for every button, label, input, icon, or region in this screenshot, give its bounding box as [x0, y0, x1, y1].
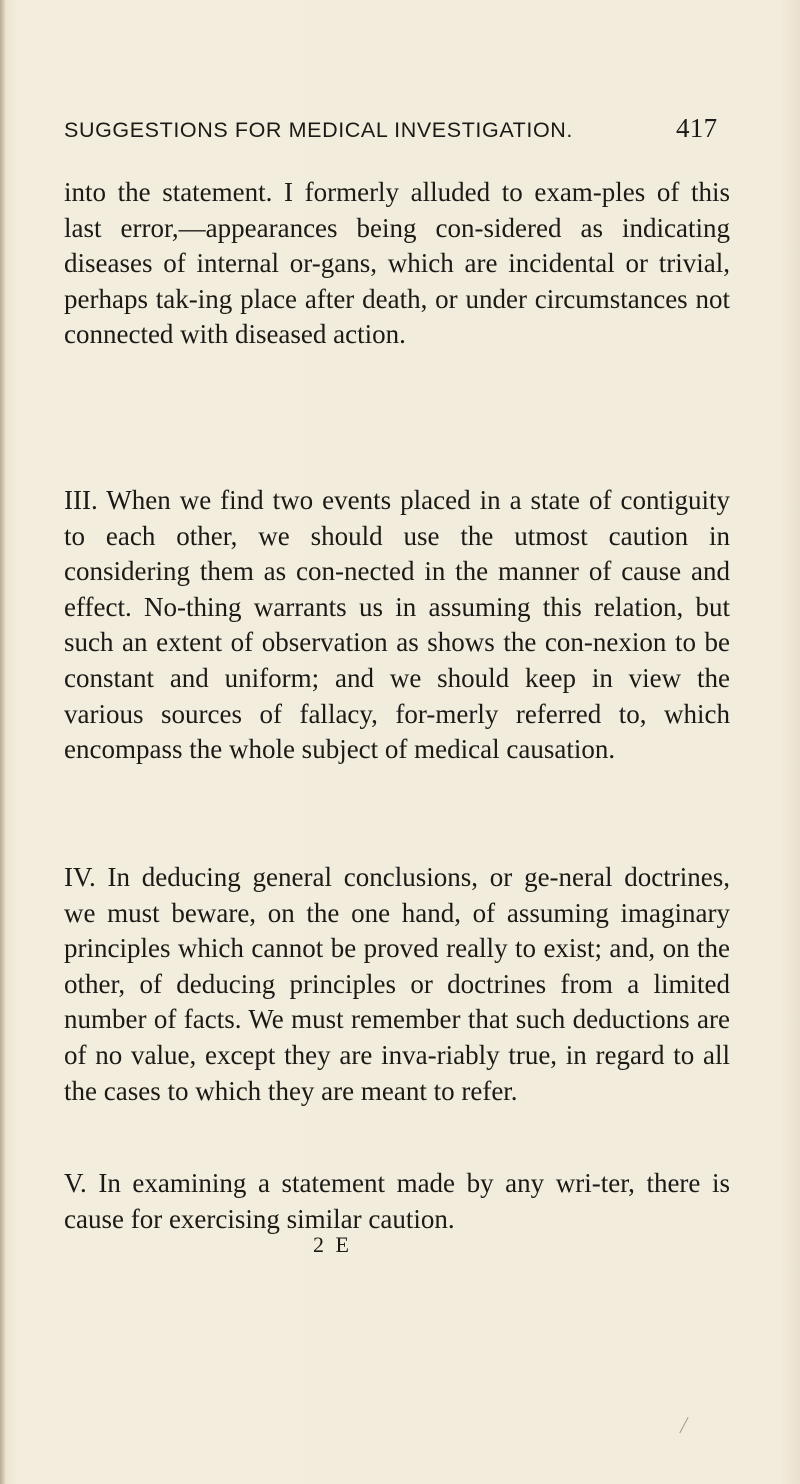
paragraph-section-iv: IV. In deducing general conclusions, or ge-neral doctrines, we must beware, on the one hand, of assuming imaginary principles which cannot be proved really to exist; and, on the other, of deducing principles or doctrines from a limited number of facts. We must remember that such deductions are of no value, except they are inva-riably true, in regard to all the cases to which they are meant to refer.	[64, 862, 730, 1106]
signature-mark: 2 E	[313, 1232, 352, 1257]
running-head	[64, 113, 744, 143]
running-head-title: SUGGESTIONS FOR MEDICAL INVESTIGATION.	[64, 118, 573, 142]
paragraph-continuation: into the statement. I formerly alluded to exam-ples of this last error,—appearances being con-sidered as indicating diseases of internal or-gans, which are incidental or trivial, perhaps tak-ing place after death, or under circumstances not connected with diseased action.	[64, 177, 730, 350]
pencil-mark	[679, 1417, 695, 1437]
page-number: 417	[676, 113, 718, 143]
paragraph-section-iii: III. When we find two events placed in a state of contiguity to each other, we should use the utmost caution in considering them as con-nected in the manner of cause and effect. No-thing warrants us in assuming this relation, but such an extent of observation as shows the con-nexion to be constant and uniform; and we should keep in view the various sources of fallacy, for-merly referred to, which encompass the whole subject of medical causation.	[64, 485, 730, 765]
paragraph-section-v: V. In examining a statement made by any wri-ter, there is cause for exercising similar caution.	[64, 1168, 730, 1234]
spine-shadow	[0, 0, 6, 1484]
